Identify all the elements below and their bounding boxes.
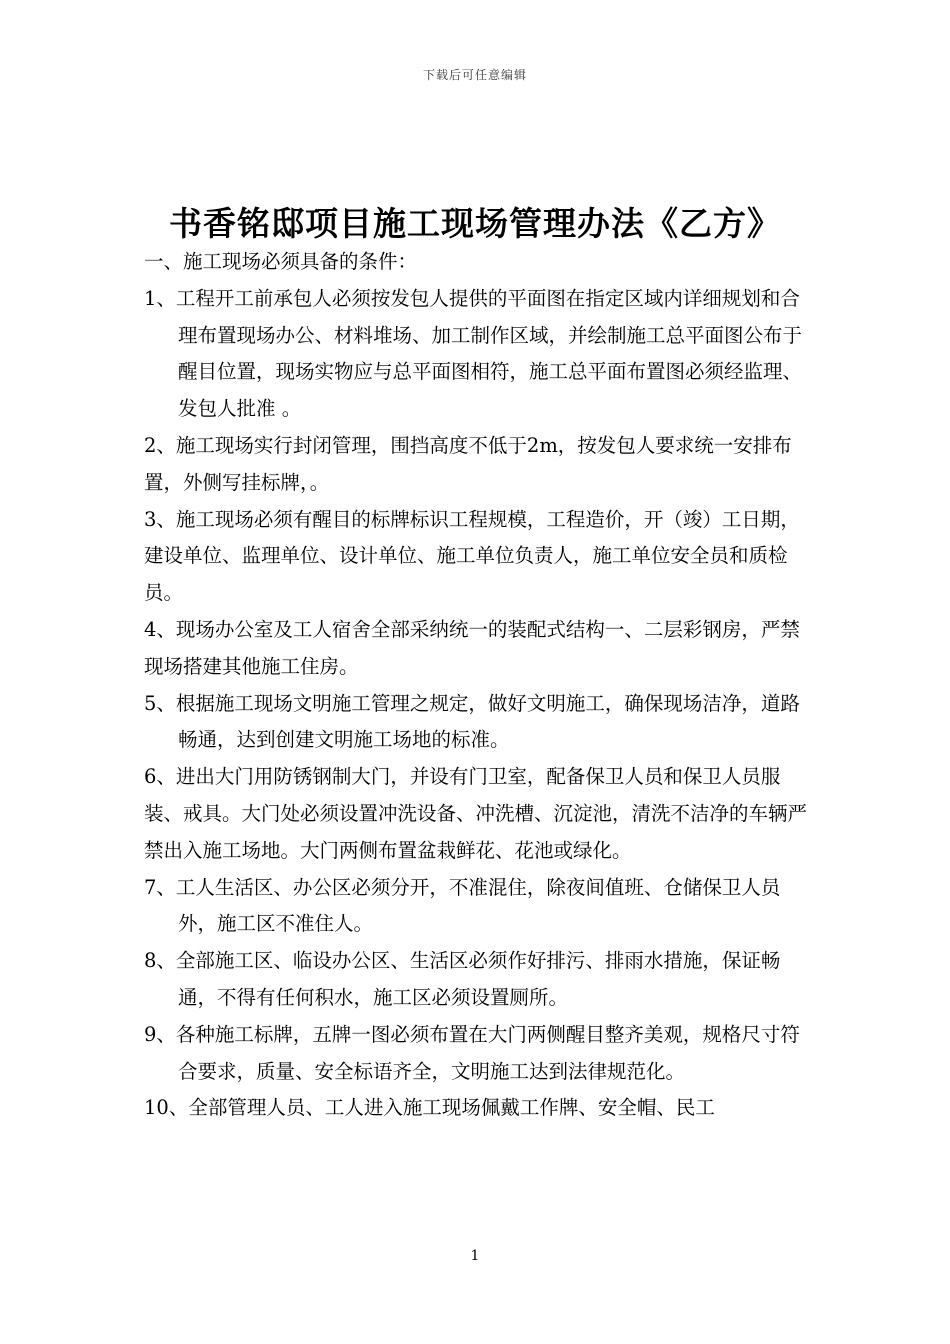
- list-item-7: 7、工人生活区、办公区必须分开，不准混住，除夜间值班、仓储保卫人员外，施工区不准住人。: [144, 875, 781, 936]
- list-item-2: 2、施工现场实行封闭管理，围挡高度不低于2m，按发包人要求统一安排布置，外侧写挂标牌，。: [144, 433, 792, 494]
- document-body: [144, 244, 808, 1127]
- document-title: 书香铭邸项目施工现场管理办法《乙方》: [169, 204, 781, 243]
- list-item-3: 3、施工现场必须有醒目的标牌标识工程规模，工程造价，开（竣）工日期，建设单位、监理单位、设计单位、施工单位负责人，施工单位安全员和质检员。: [144, 507, 800, 605]
- list-item-9: 9、各种施工标牌，五牌一图必须布置在大门两侧醒目整齐美观，规格尺寸符合要求，质量、安全标语齐全，文明施工达到法律规范化。: [144, 1022, 800, 1083]
- list-item-1: 1、工程开工前承包人必须按发包人提供的平面图在指定区域内详细规划和合理布置现场办公、材料堆场、加工制作区域，并绘制施工总平面图公布于醒目位置，现场实物应与总平面图相符，施工总平面布置图必须经监理、发包人批准 。: [144, 286, 803, 421]
- section-heading: 一、施工现场必须具备的条件：: [144, 250, 418, 273]
- page-number: 1: [470, 1248, 480, 1264]
- list-item-6: 6、进出大门用防锈钢制大门，并设有门卫室，配备保卫人员和保卫人员服装、戒具。大门处必须设置冲洗设备、冲洗槽、沉淀池，清洗不洁净的车辆严禁出入施工场地。大门两侧布置盆栽鲜花、花池或绿化。: [144, 765, 808, 862]
- list-item-8: 8、全部施工区、临设办公区、生活区必须作好排污、排雨水措施，保证畅通，不得有任何积水，施工区必须设置厕所。: [144, 949, 781, 1009]
- header-note: 下载后可任意编辑: [422, 68, 527, 82]
- list-item-5: 5、根据施工现场文明施工管理之规定，做好文明施工，确保现场洁净，道路畅通，达到创建文明施工场地的标准。: [144, 691, 800, 752]
- list-item-10: 10、全部管理人员、工人进入施工现场佩戴工作牌、安全帽、民工: [144, 1096, 715, 1120]
- list-item-4: 4、现场办公室及工人宿舍全部采纳统一的装配式结构一、二层彩钢房，严禁现场搭建其他施工住房。: [144, 617, 800, 678]
